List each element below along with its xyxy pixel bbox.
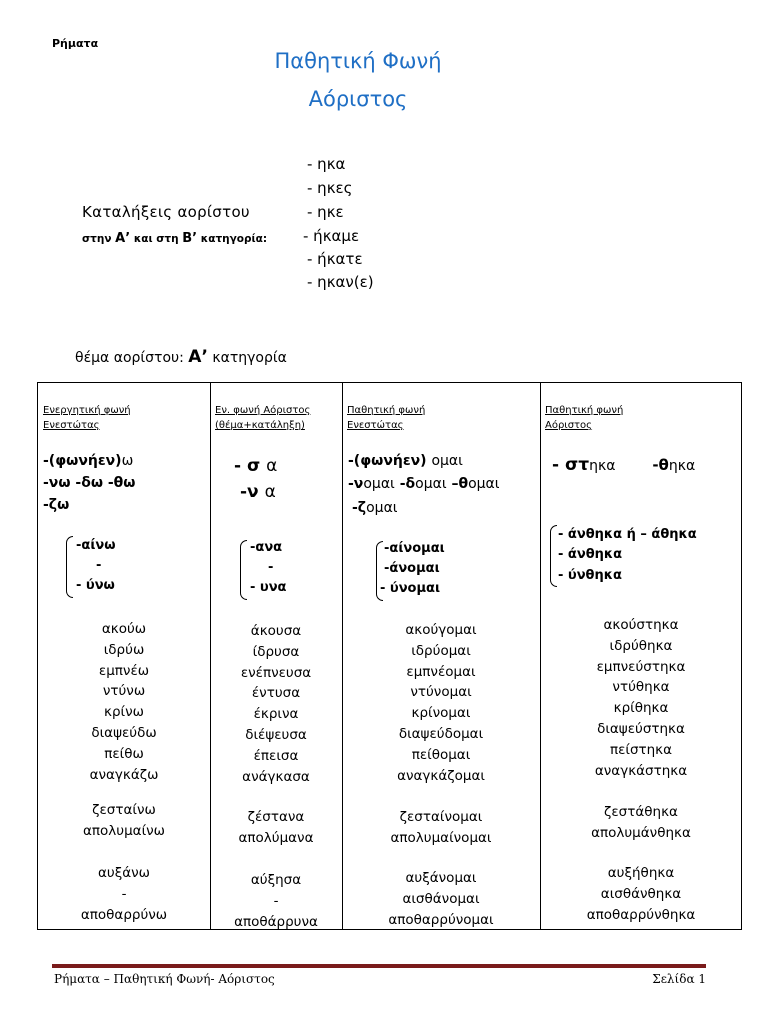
column-header: Παθητική φωνή Ενεστώτας bbox=[347, 405, 426, 431]
ending-4: - ήκαμε bbox=[303, 227, 360, 245]
word-list-1: ακούστηκα ιδρύθηκα εμπνεύστηκα ντύθηκα κρίθηκα διαψεύστηκα πείστηκα αναγκάστηκα bbox=[594, 617, 688, 779]
ending-3: - ηκε bbox=[307, 203, 344, 221]
word-list-3: αυξάνω - αποθαρρύνω bbox=[80, 865, 168, 923]
brace bbox=[66, 536, 73, 598]
suffix-row-2: -ν α bbox=[240, 482, 276, 502]
column-passive-aorist bbox=[540, 383, 742, 929]
bracket-item-2: - bbox=[96, 558, 102, 573]
suffix-row-1: -(φωνήεν) ομαι bbox=[348, 453, 463, 469]
bracket-item-1: -ανα bbox=[250, 540, 283, 555]
ending-2: - ηκες bbox=[307, 179, 353, 197]
suffix-row-1: -(φωνήεν)ω bbox=[43, 453, 134, 469]
bracket-item-2: - bbox=[268, 560, 274, 575]
brace bbox=[550, 525, 557, 587]
word-list-3: αυξήθηκα αισθάνθηκα αποθαρρύνθηκα bbox=[586, 865, 696, 923]
brace bbox=[240, 540, 247, 600]
column-passive-present bbox=[342, 383, 540, 929]
column-header: Παθητική φωνή Αόριστος bbox=[545, 405, 624, 431]
column-active-aorist bbox=[210, 383, 342, 929]
word-list-2: ζεστάθηκα απολυμάνθηκα bbox=[591, 804, 691, 841]
bracket-item-2: - άνθηκα bbox=[558, 547, 623, 562]
footer-divider bbox=[52, 964, 706, 968]
stem-heading: θέμα αορίστου: Α’ κατηγορία bbox=[75, 347, 287, 367]
suffix-row-3: -ζομαι bbox=[352, 500, 398, 516]
endings-label: Καταλήξεις αορίστου bbox=[82, 203, 250, 221]
verbs-table bbox=[37, 382, 742, 930]
bracket-item-3: - υνα bbox=[250, 580, 287, 595]
bracket-item-3: - ύνω bbox=[76, 578, 115, 593]
suffix-row-3: -ζω bbox=[43, 497, 70, 513]
word-list-1: άκουσα ίδρυσα ενέπνευσα έντυσα έκρινα διέψευσα έπεισα ανάγκασα bbox=[240, 623, 312, 785]
bracket-item-1: - άνθηκα ή – άθηκα bbox=[558, 527, 697, 542]
bracket-item-2: -άνομαι bbox=[384, 561, 440, 576]
word-list-2: ζεσταίνω απολυμαίνω bbox=[83, 802, 165, 839]
column-active-present bbox=[38, 383, 210, 929]
ending-1: - ηκα bbox=[307, 155, 346, 173]
suffix-row-2: -νω -δω -θω bbox=[43, 475, 136, 491]
ending-6: - ηκαν(ε) bbox=[307, 273, 374, 291]
bracket-item-1: -αίνομαι bbox=[384, 541, 445, 556]
footer-title: Ρήματα – Παθητική Φωνή- Αόριστος bbox=[54, 972, 275, 986]
suffix-row-1: - στηκα -θηκα bbox=[552, 455, 696, 475]
suffix-row-1: - σ α bbox=[234, 456, 278, 476]
ending-5: - ήκατε bbox=[307, 250, 363, 268]
bracket-item-3: - ύνθηκα bbox=[558, 568, 622, 583]
word-list-1: ακούω ιδρύω εμπνέω ντύνω κρίνω διαψεύδω πείθω αναγκάζω bbox=[89, 621, 159, 783]
word-list-1: ακούγομαι ιδρύομαι εμπνέομαι ντύνομαι κρίνομαι διαψεύδομαι πείθομαι αναγκάζομαι bbox=[397, 622, 485, 784]
page-title: Παθητική Φωνή bbox=[274, 49, 442, 73]
word-list-2: ζεσταίνομαι απολυμαίνομαι bbox=[390, 809, 492, 846]
word-list-3: αυξάνομαι αισθάνομαι αποθαρρύνομαι bbox=[388, 870, 494, 928]
bracket-item-1: -αίνω bbox=[76, 538, 116, 553]
column-header: Εν. φωνή Αόριστος (θέμα+κατάληξη) bbox=[215, 405, 311, 431]
word-list-3: αύξησα - αποθάρρυνα bbox=[234, 872, 318, 930]
column-header: Ενεργητική φωνή Ενεστώτας bbox=[43, 405, 131, 431]
word-list-2: ζέστανα απολύμανα bbox=[238, 809, 314, 846]
bracket-item-3: - ύνομαι bbox=[380, 581, 441, 596]
suffix-row-2: -νομαι -δομαι –θομαι bbox=[348, 476, 500, 492]
page-number: Σελίδα 1 bbox=[652, 972, 706, 986]
page-subtitle: Αόριστος bbox=[308, 87, 408, 111]
endings-sublabel: στην Α’ και στη Β’ κατηγορία: bbox=[82, 231, 268, 246]
header-label: Ρήματα bbox=[52, 37, 99, 50]
